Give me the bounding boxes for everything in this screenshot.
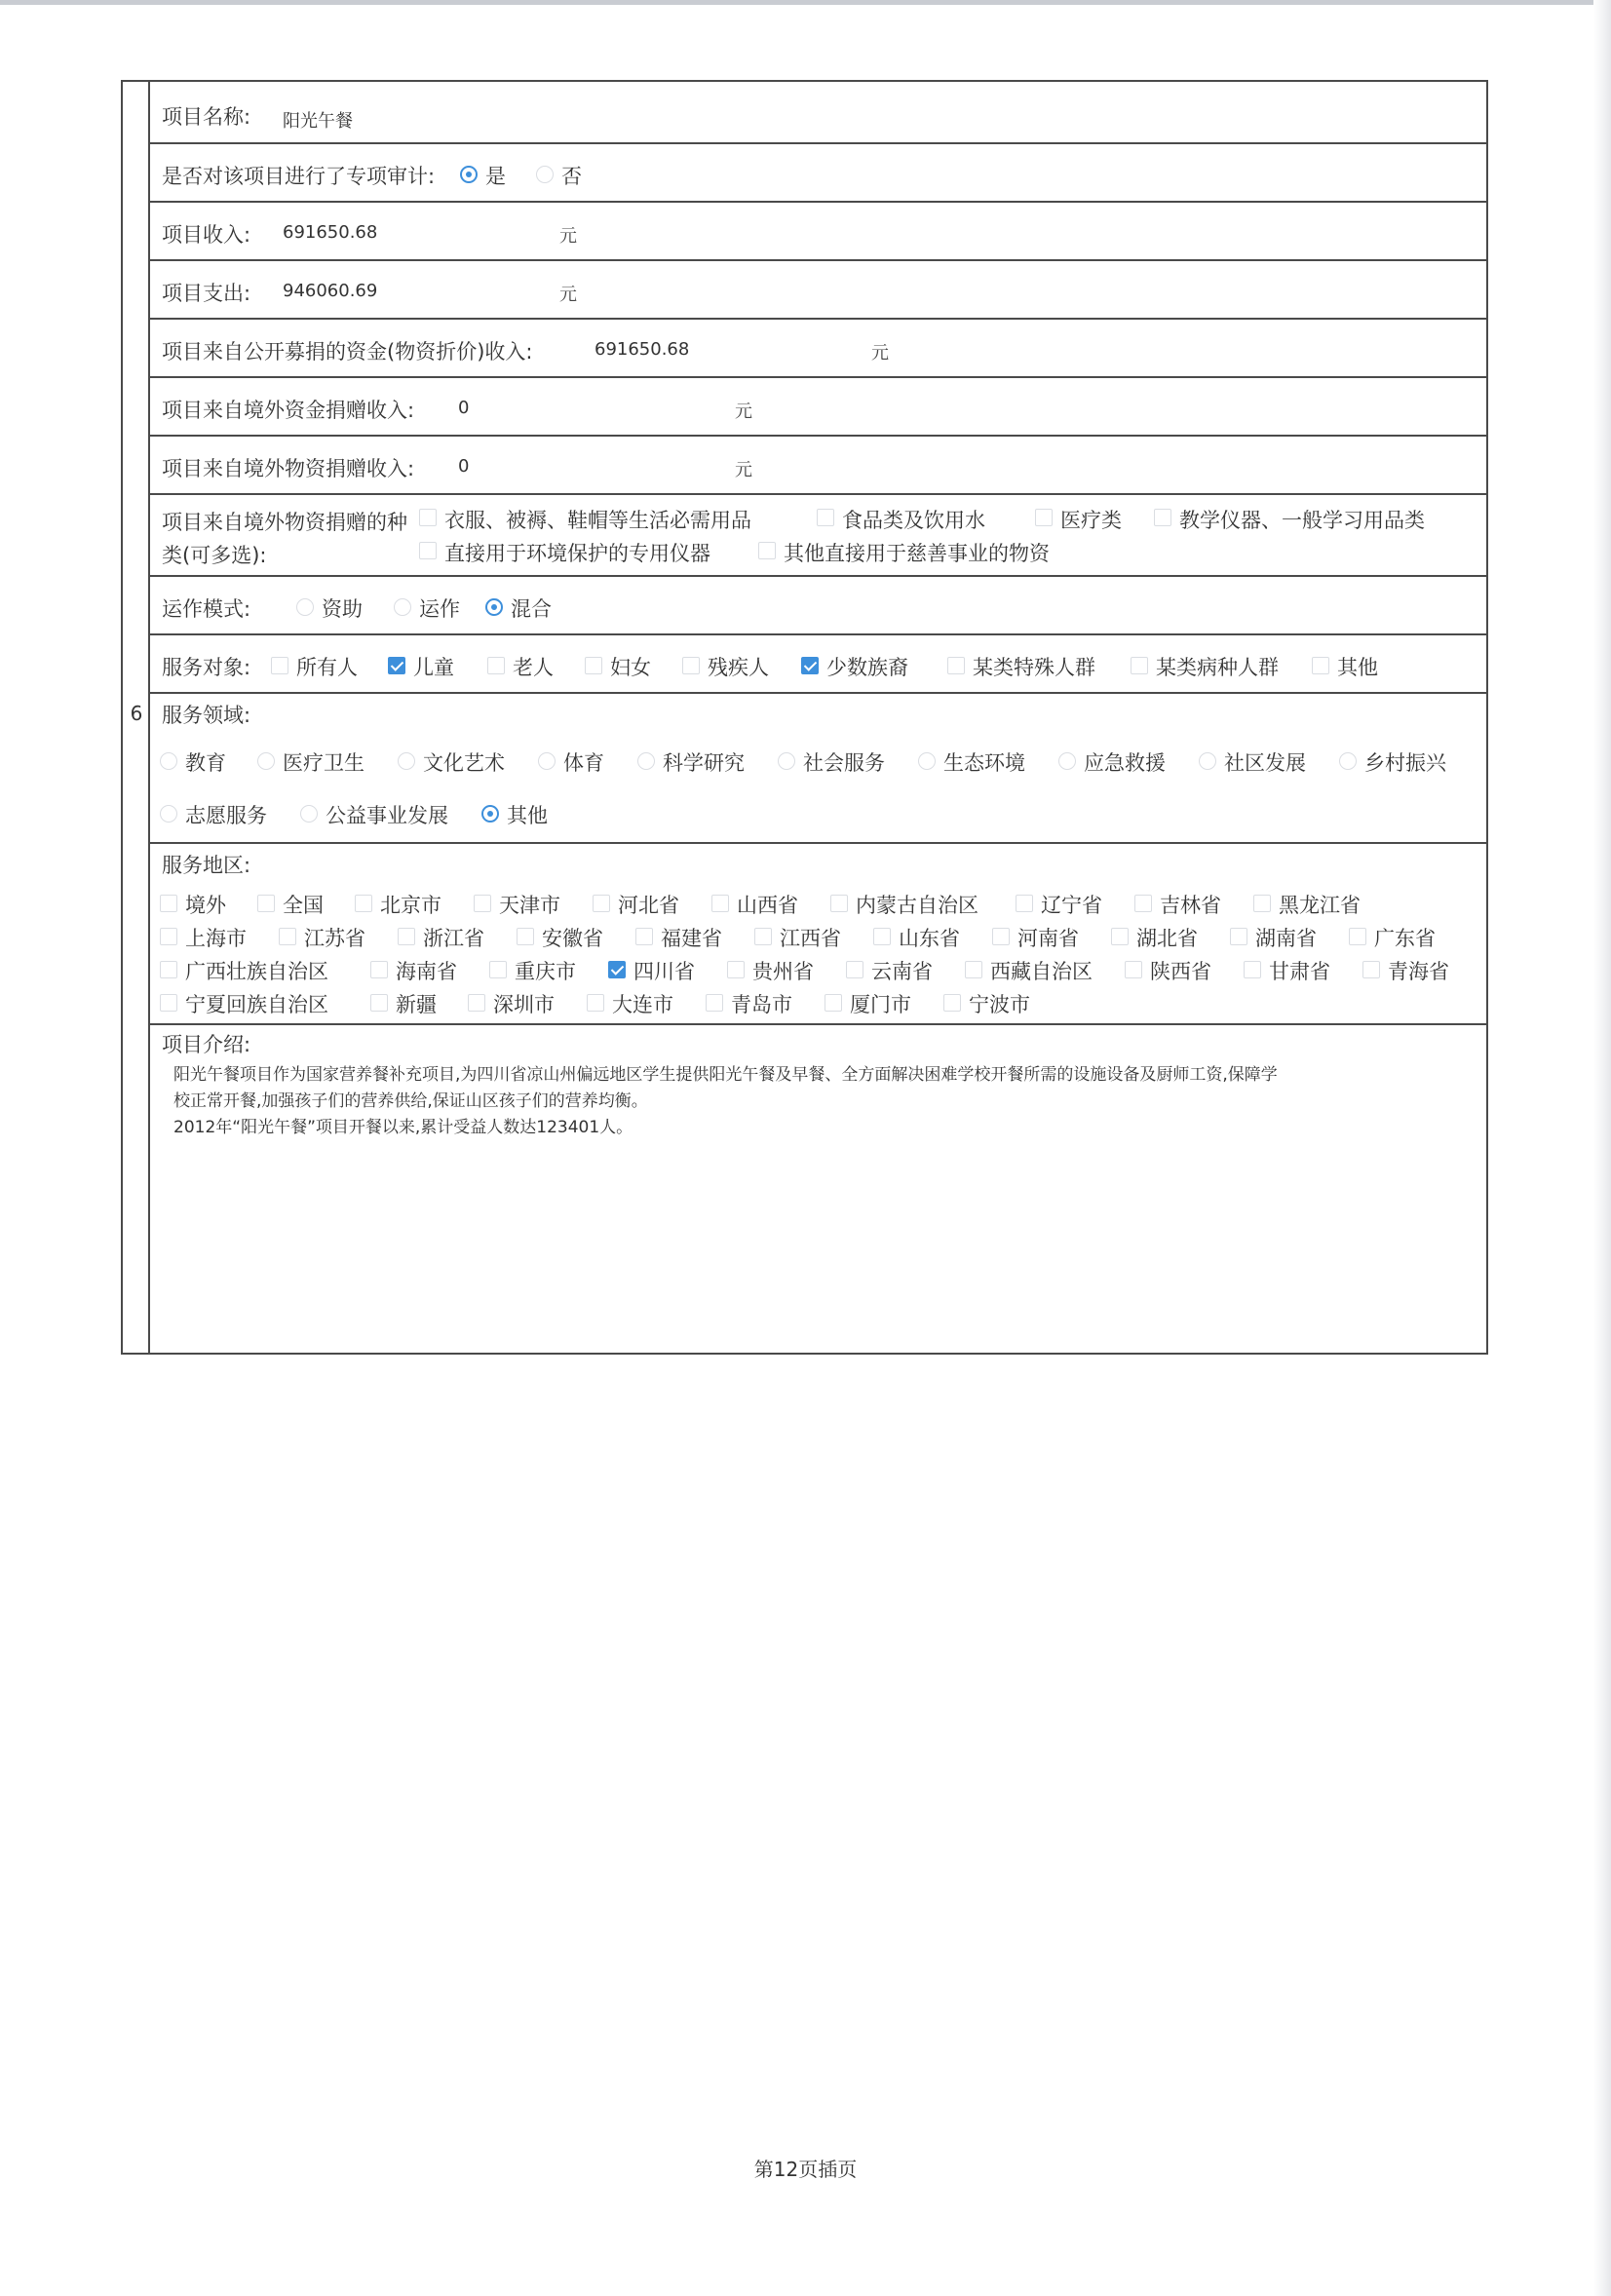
region-option: 吉林省 <box>1160 894 1221 917</box>
region-option: 青海省 <box>1388 960 1449 983</box>
mode-fund-radio[interactable] <box>296 598 314 616</box>
region-checkbox[interactable] <box>279 928 296 945</box>
region-option: 甘肃省 <box>1269 960 1330 983</box>
region-option: 广西壮族自治区 <box>185 960 328 983</box>
region-checkbox[interactable] <box>965 961 982 978</box>
project-name-label: 项目名称: <box>162 105 251 129</box>
region-checkbox[interactable] <box>474 895 491 912</box>
region-option: 辽宁省 <box>1041 894 1102 917</box>
material-type-option: 其他直接用于慈善事业的物资 <box>784 542 1050 565</box>
mode-fund-label: 资助 <box>322 597 363 621</box>
region-checkbox[interactable] <box>593 895 610 912</box>
target-checkbox[interactable] <box>585 657 602 674</box>
public-fundraising-unit: 元 <box>871 343 889 364</box>
region-option: 新疆 <box>396 993 437 1016</box>
row-service-fields <box>150 694 1486 844</box>
income-label: 项目收入: <box>162 223 251 247</box>
target-checkbox[interactable] <box>271 657 288 674</box>
material-type-option: 教学仪器、一般学习用品类 <box>1179 509 1425 532</box>
page-footer: 第12页插页 <box>753 2158 858 2181</box>
region-checkbox[interactable] <box>711 895 729 912</box>
region-checkbox[interactable] <box>635 928 653 945</box>
field-option: 志愿服务 <box>185 804 267 827</box>
audit-no-radio[interactable] <box>536 166 554 183</box>
region-checkbox[interactable] <box>943 994 961 1012</box>
region-checkbox[interactable] <box>587 994 604 1012</box>
expense-unit: 元 <box>559 285 577 305</box>
region-option: 山东省 <box>899 927 960 950</box>
field-option: 科学研究 <box>663 751 745 775</box>
region-sichuan-checkbox[interactable] <box>608 961 626 978</box>
row-project-intro <box>150 1025 1486 1355</box>
target-checkbox[interactable] <box>487 657 505 674</box>
region-option: 黑龙江省 <box>1279 894 1361 917</box>
region-option: 四川省 <box>633 960 695 983</box>
material-type-checkbox[interactable] <box>1154 509 1171 526</box>
project-intro-text <box>173 1062 1499 1141</box>
target-checkbox[interactable] <box>1312 657 1329 674</box>
field-option: 乡村振兴 <box>1364 751 1446 775</box>
region-checkbox[interactable] <box>1230 928 1247 945</box>
region-checkbox[interactable] <box>727 961 745 978</box>
region-option: 宁波市 <box>969 993 1030 1016</box>
region-checkbox[interactable] <box>355 895 372 912</box>
public-fundraising-value: 691650.68 <box>595 339 690 360</box>
foreign-material-label: 项目来自境外物资捐赠收入: <box>162 457 415 480</box>
scan-edge-top <box>0 0 1611 5</box>
field-option: 社会服务 <box>803 751 885 775</box>
intro-paragraph-line1: 阳光午餐项目作为国家营养餐补充项目,为四川省凉山州偏远地区学生提供阳光午餐及早餐、全方面解决困难学校开餐所需的设施设备及厨师工资,保障学 <box>173 1065 1278 1085</box>
region-option: 湖南省 <box>1255 927 1317 950</box>
region-option: 河南省 <box>1017 927 1079 950</box>
region-checkbox[interactable] <box>992 928 1010 945</box>
material-type-option: 医疗类 <box>1060 509 1122 532</box>
region-checkbox[interactable] <box>1125 961 1142 978</box>
form-rows <box>150 82 1486 1353</box>
row-expense <box>150 261 1486 320</box>
audit-no-label: 否 <box>561 165 582 188</box>
region-option: 内蒙古自治区 <box>856 894 978 917</box>
operation-mode-label: 运作模式: <box>162 597 251 621</box>
project-form-table <box>121 80 1488 1355</box>
region-checkbox[interactable] <box>160 895 177 912</box>
target-option: 某类特殊人群 <box>973 656 1095 679</box>
region-option: 深圳市 <box>493 993 555 1016</box>
field-option: 生态环境 <box>943 751 1025 775</box>
region-checkbox[interactable] <box>160 928 177 945</box>
row-foreign-fund-donation <box>150 378 1486 437</box>
service-targets-label: 服务对象: <box>162 656 251 679</box>
row-foreign-material-donation <box>150 437 1486 495</box>
target-option: 某类病种人群 <box>1156 656 1279 679</box>
region-option: 浙江省 <box>423 927 484 950</box>
material-type-option: 食品类及饮用水 <box>842 509 985 532</box>
region-checkbox[interactable] <box>873 928 891 945</box>
material-type-option: 直接用于环境保护的专用仪器 <box>444 542 710 565</box>
expense-value: 946060.69 <box>283 281 378 301</box>
region-checkbox[interactable] <box>257 895 275 912</box>
material-type-checkbox[interactable] <box>419 542 437 559</box>
project-intro-label: 项目介绍: <box>162 1033 251 1056</box>
field-radio[interactable] <box>637 752 655 770</box>
region-checkbox[interactable] <box>398 928 415 945</box>
material-type-checkbox[interactable] <box>1035 509 1053 526</box>
material-types-label-line2: 类(可多选): <box>162 544 267 567</box>
region-option: 西藏自治区 <box>990 960 1093 983</box>
target-children-checkbox[interactable] <box>388 657 405 674</box>
target-checkbox[interactable] <box>947 657 965 674</box>
region-option: 广东省 <box>1374 927 1436 950</box>
income-unit: 元 <box>559 226 577 247</box>
foreign-fund-label: 项目来自境外资金捐赠收入: <box>162 399 415 422</box>
mode-mixed-radio[interactable] <box>485 598 503 616</box>
region-option: 大连市 <box>612 993 673 1016</box>
target-checkbox[interactable] <box>682 657 700 674</box>
region-option: 青岛市 <box>731 993 792 1016</box>
field-radio[interactable] <box>398 752 415 770</box>
region-checkbox[interactable] <box>1362 961 1380 978</box>
intro-paragraph-line2: 校正常开餐,加强孩子们的营养供给,保证山区孩子们的营养均衡。 <box>173 1091 648 1111</box>
field-other-radio[interactable] <box>481 805 499 823</box>
foreign-fund-unit: 元 <box>735 402 752 422</box>
row-project-name <box>150 82 1486 144</box>
material-type-checkbox[interactable] <box>758 542 776 559</box>
row-foreign-material-types <box>150 495 1486 577</box>
region-option: 湖北省 <box>1136 927 1198 950</box>
row-service-regions <box>150 844 1486 1025</box>
region-option: 厦门市 <box>850 993 911 1016</box>
region-option: 陕西省 <box>1150 960 1211 983</box>
field-option: 文化艺术 <box>423 751 505 775</box>
region-checkbox[interactable] <box>468 994 485 1012</box>
region-checkbox[interactable] <box>489 961 507 978</box>
region-checkbox[interactable] <box>1244 961 1261 978</box>
field-option: 社区发展 <box>1224 751 1306 775</box>
service-regions-label: 服务地区: <box>162 854 251 877</box>
region-checkbox[interactable] <box>846 961 863 978</box>
target-checkbox[interactable] <box>1131 657 1148 674</box>
region-checkbox[interactable] <box>1016 895 1033 912</box>
field-option: 教育 <box>185 751 226 775</box>
target-option: 儿童 <box>413 656 454 679</box>
region-option: 云南省 <box>871 960 933 983</box>
region-option: 境外 <box>185 894 226 917</box>
field-radio[interactable] <box>160 752 177 770</box>
region-option: 上海市 <box>185 927 247 950</box>
field-radio[interactable] <box>918 752 936 770</box>
field-radio[interactable] <box>538 752 556 770</box>
region-checkbox[interactable] <box>370 961 388 978</box>
target-option: 少数族裔 <box>826 656 908 679</box>
region-checkbox[interactable] <box>754 928 772 945</box>
region-option: 海南省 <box>396 960 457 983</box>
region-checkbox[interactable] <box>160 994 177 1012</box>
region-checkbox[interactable] <box>1253 895 1271 912</box>
foreign-fund-value: 0 <box>458 398 470 418</box>
material-type-option: 衣服、被褥、鞋帽等生活必需用品 <box>444 509 751 532</box>
field-radio[interactable] <box>160 805 177 823</box>
field-radio[interactable] <box>1339 752 1357 770</box>
field-option: 其他 <box>507 804 548 827</box>
foreign-material-value: 0 <box>458 456 470 477</box>
material-types-label-line1: 项目来自境外物资捐赠的种 <box>162 511 407 534</box>
target-option: 残疾人 <box>708 656 769 679</box>
row-public-fundraising <box>150 320 1486 378</box>
field-radio[interactable] <box>300 805 318 823</box>
region-option: 江苏省 <box>304 927 365 950</box>
field-option: 公益事业发展 <box>326 804 448 827</box>
region-option: 贵州省 <box>752 960 814 983</box>
region-checkbox[interactable] <box>160 961 177 978</box>
target-minority-checkbox[interactable] <box>801 657 819 674</box>
region-checkbox[interactable] <box>706 994 723 1012</box>
mode-mixed-label: 混合 <box>511 597 552 621</box>
field-option: 体育 <box>563 751 604 775</box>
intro-paragraph-line3: 2012年“阳光午餐”项目开餐以来,累计受益人数达123401人。 <box>173 1118 633 1137</box>
region-checkbox[interactable] <box>830 895 848 912</box>
income-value: 691650.68 <box>283 222 378 243</box>
foreign-material-unit: 元 <box>735 460 752 480</box>
public-fundraising-label: 项目来自公开募捐的资金(物资折价)收入: <box>162 340 533 364</box>
expense-label: 项目支出: <box>162 282 251 305</box>
region-checkbox[interactable] <box>1134 895 1152 912</box>
field-radio[interactable] <box>778 752 795 770</box>
row-special-audit <box>150 144 1486 203</box>
region-option: 安徽省 <box>542 927 603 950</box>
region-option: 山西省 <box>737 894 798 917</box>
region-checkbox[interactable] <box>1111 928 1129 945</box>
row-operation-mode <box>150 577 1486 635</box>
target-option: 其他 <box>1337 656 1378 679</box>
audit-yes-radio[interactable] <box>460 166 478 183</box>
service-fields-label: 服务领域: <box>162 704 251 727</box>
region-checkbox[interactable] <box>825 994 842 1012</box>
row-number-column <box>123 82 150 1353</box>
field-option: 医疗卫生 <box>283 751 364 775</box>
row-service-targets <box>150 635 1486 694</box>
project-name-value: 阳光午餐 <box>283 111 353 132</box>
row-income <box>150 203 1486 261</box>
region-option: 江西省 <box>780 927 841 950</box>
material-type-checkbox[interactable] <box>419 509 437 526</box>
audit-yes-label: 是 <box>485 165 506 188</box>
field-radio[interactable] <box>1058 752 1076 770</box>
region-option: 宁夏回族自治区 <box>185 993 328 1016</box>
region-checkbox[interactable] <box>517 928 534 945</box>
region-checkbox[interactable] <box>370 994 388 1012</box>
material-type-checkbox[interactable] <box>817 509 834 526</box>
target-option: 所有人 <box>296 656 358 679</box>
region-option: 河北省 <box>618 894 679 917</box>
field-option: 应急救援 <box>1084 751 1166 775</box>
scan-edge-right <box>1593 0 1611 2296</box>
special-audit-label: 是否对该项目进行了专项审计: <box>162 165 436 188</box>
field-radio[interactable] <box>257 752 275 770</box>
region-checkbox[interactable] <box>1349 928 1366 945</box>
region-option: 重庆市 <box>515 960 576 983</box>
mode-operate-radio[interactable] <box>394 598 411 616</box>
region-option: 北京市 <box>380 894 441 917</box>
region-option: 全国 <box>283 894 324 917</box>
target-option: 妇女 <box>610 656 651 679</box>
mode-operate-label: 运作 <box>419 597 460 621</box>
region-option: 天津市 <box>499 894 560 917</box>
region-option: 福建省 <box>661 927 722 950</box>
row-number: 6 <box>130 702 143 725</box>
field-radio[interactable] <box>1199 752 1216 770</box>
target-option: 老人 <box>513 656 554 679</box>
